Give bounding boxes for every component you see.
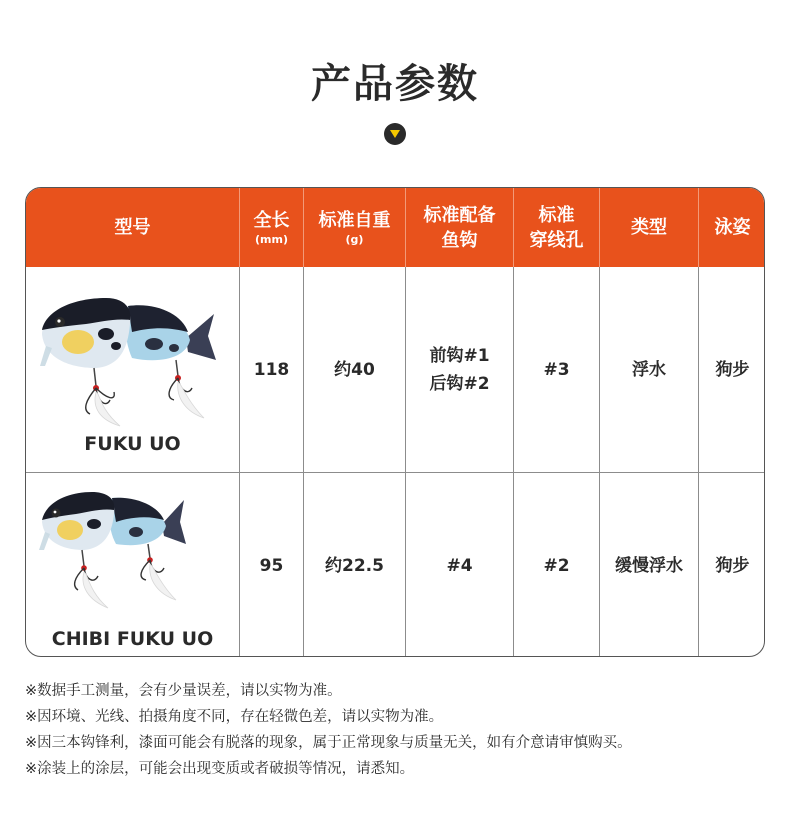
header-label: 标准配备: [423, 204, 496, 226]
header-label: 类型: [631, 217, 667, 238]
header-type: [600, 188, 698, 267]
header-unit: (g): [345, 233, 364, 246]
header-model: [26, 188, 239, 267]
cell-length: [240, 268, 303, 472]
header-divider: [239, 188, 240, 267]
note-item: ※因三本钩锋利，漆面可能会有脱落的现象，属于正常现象与质量无关，如有介意请审慎购买。: [25, 735, 632, 751]
weight-value: 约40: [334, 360, 375, 380]
header-action: [699, 188, 765, 267]
notes-list: [25, 678, 785, 782]
cell-type: [600, 473, 698, 657]
cell-type: [600, 268, 698, 472]
spec-table: [25, 187, 765, 657]
header-weight: [304, 188, 405, 267]
header-label: 全长: [253, 210, 290, 231]
length-value: 118: [253, 360, 290, 380]
cell-line-hole: [514, 473, 599, 657]
note-item: ※数据手工测量，会有少量误差，请以实物为准。: [25, 683, 342, 699]
cell-line-hole: [514, 268, 599, 472]
header-divider: [698, 188, 699, 267]
header-label: 泳姿: [714, 217, 751, 238]
line-hole-value: #2: [543, 555, 570, 576]
action-value: 狗步: [715, 360, 750, 380]
cell-hooks: [406, 473, 513, 657]
header-label-line2: 穿线孔: [529, 229, 584, 251]
header-line-hole: [514, 188, 599, 267]
header-label-line2: 鱼钩: [441, 229, 478, 251]
note-item: ※因环境、光线、拍摄角度不同，存在轻微色差，请以实物为准。: [25, 709, 444, 725]
header-label: 标准自重: [318, 210, 391, 231]
weight-value: 约22.5: [325, 555, 384, 576]
line-hole-value: #3: [543, 360, 570, 380]
length-value: 95: [259, 555, 284, 576]
type-value: 浮水: [632, 360, 666, 380]
model-name: FUKU UO: [84, 433, 181, 455]
header-label: 型号: [114, 217, 151, 238]
header-hooks: [406, 188, 513, 267]
header-divider: [599, 188, 600, 267]
header-divider: [405, 188, 406, 267]
header-length: [240, 188, 303, 267]
action-value: 狗步: [715, 555, 750, 576]
note-item: ※涂装上的涂层，可能会出现变质或者破损等情况，请悉知。: [25, 761, 415, 777]
lure-image-chibi-fuku-uo: [36, 486, 236, 616]
header-divider: [513, 188, 514, 267]
page-title: 产品参数: [311, 61, 479, 107]
cell-weight: [304, 268, 405, 472]
cell-action: [699, 473, 765, 657]
model-name: CHIBI FUKU UO: [51, 628, 214, 650]
table-header: [26, 188, 765, 267]
cell-action: [699, 268, 765, 472]
header-divider: [303, 188, 304, 267]
type-value: 缓慢浮水: [615, 555, 683, 576]
cell-length: [240, 473, 303, 657]
rear-hook-value: 后钩#2: [429, 374, 490, 394]
cell-weight: [304, 473, 405, 657]
header-unit: (mm): [255, 233, 288, 246]
header-label: 标准: [538, 204, 575, 226]
lure-image-fuku-uo: [36, 288, 236, 428]
chevron-down-icon: [384, 123, 406, 145]
hook-value: #4: [446, 555, 473, 576]
cell-hooks: [406, 268, 513, 472]
front-hook-value: 前钩#1: [429, 346, 490, 366]
